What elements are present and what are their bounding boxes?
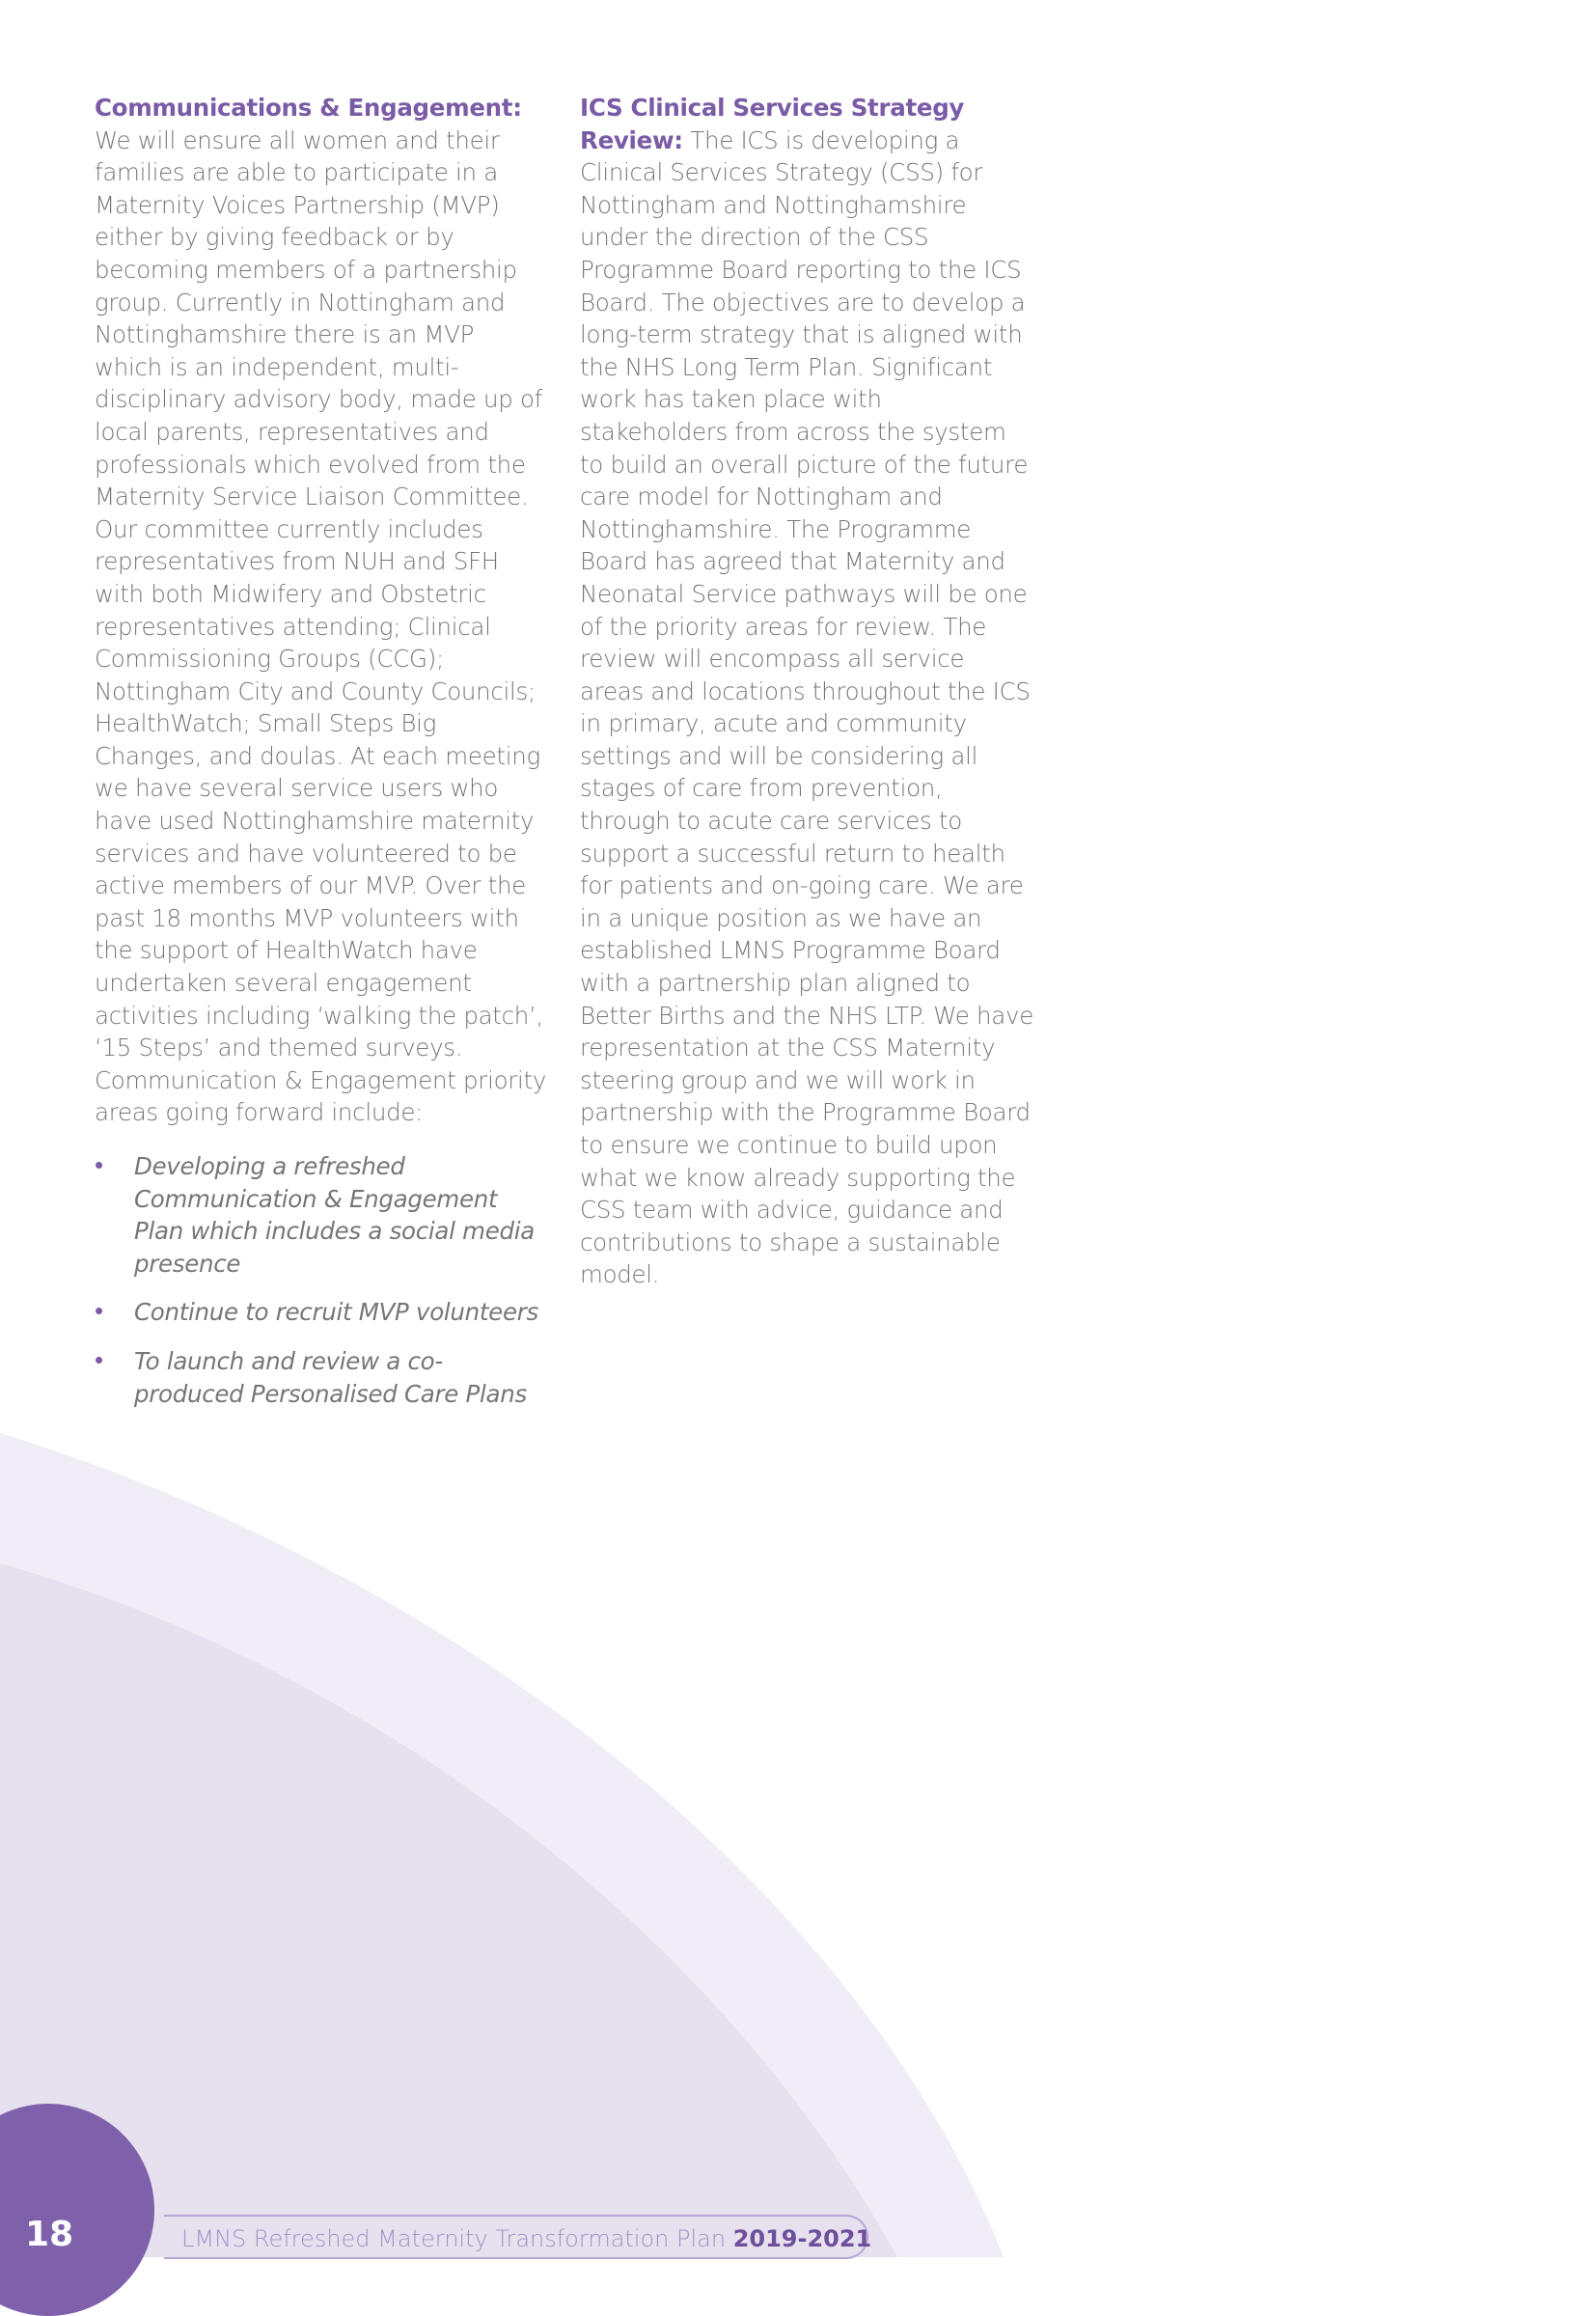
list-item [95, 1345, 548, 1410]
list-item-text: Continue to recruit MVP volunteers [134, 1298, 538, 1327]
page-number: 18 [25, 2215, 74, 2254]
footer-years: 2019-2021 [732, 2225, 872, 2252]
ics-body: The ICS is developing a Clinical Services Strategy (CSS) for Nottingham and Nottinghamshire under the direction of the CSS Programme Board reporting to the ICS Board. The objectives are to develop a long-term strategy that is aligned with the NHS Long Term Plan. Significant work has taken place with stakeholders from across the system to build an overall picture of the future care model for Nottingham and Nottinghamshire. The Programme Board has agreed that Maternity and Neonatal Service pathways will be one of the priority areas for review. The review will encompass all service areas and locations throughout the ICS in primary, acute and community settings and will be considering all stages of care from prevention, through to acute care services to support a successful return to health for patients and on-going care. We are in a unique position as we have an established LMNS Programme Board with a partnership plan aligned to Better Births and the NHS LTP. We have representation at the CSS Maternity steering group and we will work in partnership with the Programme Board to ensure we continue to build upon what we know already supporting the CSS team with advice, guidance and contributions to shape a sustainable model. [580, 125, 1033, 1289]
communications-heading: Communications & Engagement: [95, 94, 522, 122]
ics-heading: ICS Clinical Services Strategy Review: [580, 94, 965, 154]
list-item-text: To launch and review a co-produced Personalised Care Plans [134, 1346, 527, 1408]
footer-title-text: LMNS Refreshed Maternity Transformation Plan [181, 2225, 727, 2252]
priority-list [95, 1150, 548, 1410]
list-item-text: Developing a refreshed Communication & Engagement Plan which includes a social media presence [134, 1152, 535, 1278]
right-column [580, 92, 1033, 1291]
list-item [95, 1296, 548, 1329]
bullet-icon: • [95, 1151, 103, 1180]
communications-body: We will ensure all women and their families are able to participate in a Maternity Voices Partnership (MVP) either by giving feedback or by becoming members of a partnership group. Currently in Nottingham and Nottinghamshire there is an MVP which is an independent, multi-disciplinary advisory body, made up of local parents, representatives and professionals which evolved from the Maternity Service Liaison Committee. Our committee currently includes representatives from NUH and SFH with both Midwifery and Obstetric representatives attending; Clinical Commissioning Groups (CCG); Nottingham City and County Councils; HealthWatch; Small Steps Big Changes, and doulas. At each meeting we have several service users who have used Nottinghamshire maternity services and have volunteered to be active members of our MVP. Over the past 18 months MVP volunteers with the support of HealthWatch have undertaken several engagement activities including ‘walking the patch’, ‘15 Steps’ and themed surveys. Communication & Engagement priority areas going forward include: [95, 125, 547, 1127]
communications-paragraph [95, 92, 548, 1129]
list-item [95, 1150, 548, 1280]
bullet-icon: • [95, 1345, 103, 1375]
bullet-icon: • [95, 1297, 103, 1327]
ics-paragraph [580, 92, 1033, 1291]
footer-title [181, 2225, 871, 2252]
left-column [95, 92, 548, 1426]
